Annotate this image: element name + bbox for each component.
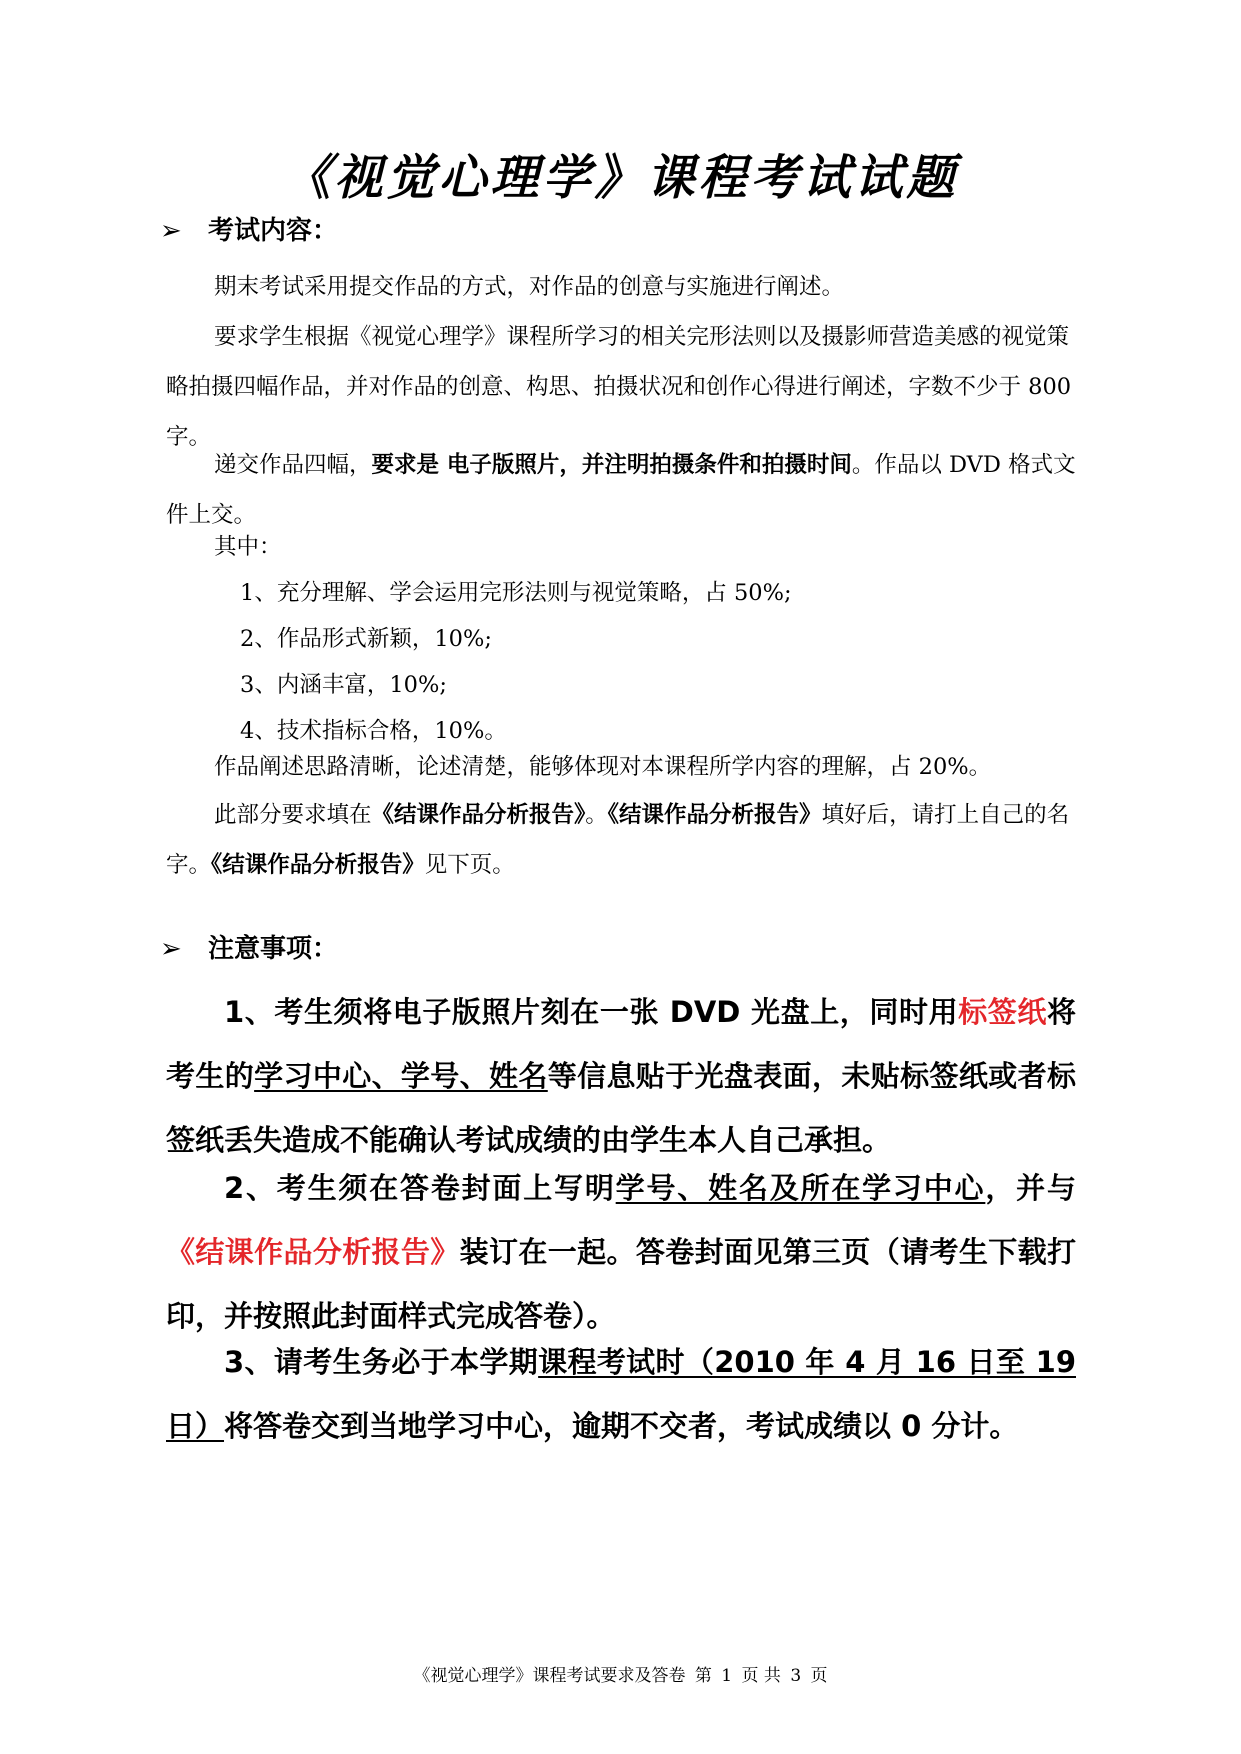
list-item: 2、作品形式新颖，10%; (240, 626, 492, 652)
paragraph-requirements: 要求学生根据《视觉心理学》课程所学习的相关完形法则以及摄影师营造美感的视觉策略拍摄四幅作品，并对作品的创意、构思、拍摄状况和创作心得进行阐述，字数不少于 800 字。 (166, 324, 1072, 450)
list-item: 4、技术指标合格，10%。 (240, 718, 507, 744)
section-heading-text: 考试内容： (208, 216, 339, 246)
note-text: ，并与 (985, 1171, 1076, 1205)
paragraph-analysis-weight: 作品阐述思路清晰，论述清楚，能够体现对本课程所学内容的理解，占 20%。 (214, 754, 992, 780)
report-name-highlight: 《结课作品分析报告》 (166, 1235, 460, 1269)
note-text: 3、请考生务必于本学期 (224, 1345, 539, 1379)
report-text: 。 (585, 802, 608, 828)
footer-page-prefix: 第 (694, 1666, 712, 1686)
footer-total-pages: 3 (790, 1666, 802, 1686)
section-heading-exam-content (160, 214, 338, 248)
footer-page-suffix: 页 (810, 1666, 828, 1686)
paragraph-among: 其中： (214, 534, 282, 560)
report-name-bold: 《结课作品分析报告》 (371, 802, 586, 828)
note-item-1 (166, 980, 1076, 1172)
arrow-bullet-icon: ➢ (160, 934, 182, 964)
note-text: 等信息贴于光盘表面，未贴标签纸或者标签纸丢失造成不能确认考试成绩的由学生本人自己承担。 (166, 1059, 1076, 1157)
page-footer (0, 1664, 1241, 1688)
deadline-underlined: 课程考试时（2010 年 4 月 16 日至 19 日） (166, 1345, 1076, 1443)
arrow-bullet-icon: ➢ (160, 216, 182, 246)
section-heading-notes (160, 932, 338, 966)
report-text: 填好后，请打上自己的名字。 (166, 802, 1070, 878)
note-text: 将答卷交到当地学习中心，逾期不交者，考试成绩以 0 分计。 (224, 1409, 1019, 1443)
list-item: 3、内涵丰富，10%; (240, 672, 447, 698)
list-item: 1、充分理解、学会运用完形法则与视觉策略，占 50%; (240, 580, 792, 606)
paragraph-exam-format: 期末考试采用提交作品的方式，对作品的创意与实施进行阐述。 (214, 274, 845, 300)
label-paper-highlight: 标签纸 (958, 995, 1047, 1029)
cover-info-underlined: 学号、姓名及所在学习中心 (615, 1171, 986, 1205)
section-heading-text: 注意事项： (208, 934, 339, 964)
footer-doc-title: 《视觉心理学》课程考试要求及答卷 (413, 1666, 686, 1686)
submission-requirement-bold: 要求是 电子版照片，并注明拍摄条件和拍摄时间 (371, 452, 852, 478)
note-text: 将考生的 (166, 995, 1076, 1093)
submission-text: 递交作品四幅， (214, 452, 372, 478)
paragraph-report-instructions (166, 790, 1076, 890)
note-item-2 (166, 1156, 1076, 1348)
report-text: 见下页。 (424, 852, 515, 878)
note-text: 1、考生须将电子版照片刻在一张 DVD 光盘上，同时用 (224, 995, 959, 1029)
report-name-bold: 《结课作品分析报告》 (607, 802, 822, 828)
required-info-underlined: 学习中心、学号、姓名 (254, 1059, 548, 1093)
submission-text-end: 。作品以 DVD 格式文件上交。 (166, 452, 1076, 528)
report-name-bold: 《结课作品分析报告》 (211, 852, 425, 878)
report-text: 此部分要求填在 (214, 802, 372, 828)
note-text: 装订在一起。答卷封面见第三页（请考生下载打印，并按照此封面样式完成答卷）。 (166, 1235, 1076, 1333)
page-title: 《视觉心理学》课程考试试题 (282, 150, 959, 206)
note-item-3 (166, 1330, 1076, 1458)
footer-page-number: 1 (721, 1666, 733, 1686)
footer-page-mid: 页 共 (741, 1666, 781, 1686)
note-text: 2、考生须在答卷封面上写明 (224, 1171, 616, 1205)
